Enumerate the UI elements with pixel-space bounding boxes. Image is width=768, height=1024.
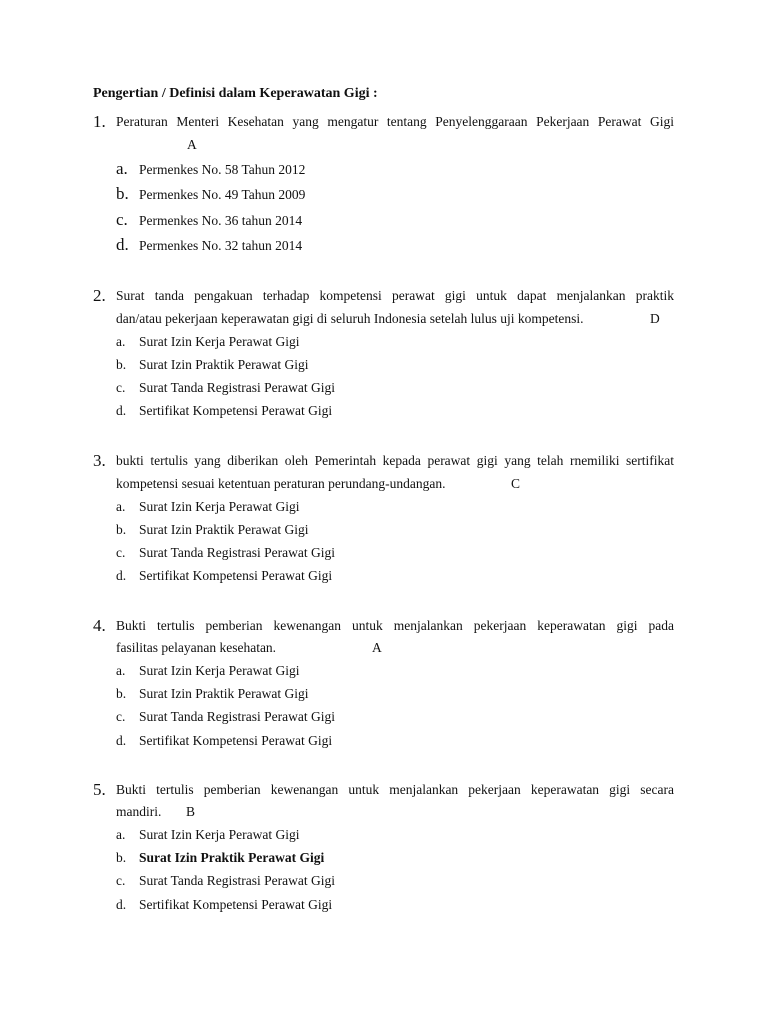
option-text: Permenkes No. 49 Tahun 2009 — [139, 187, 306, 202]
answer-key: A — [187, 137, 197, 152]
option-text: Permenkes No. 36 tahun 2014 — [139, 213, 303, 228]
option-text: Surat Tanda Registrasi Perawat Gigi — [139, 709, 336, 724]
option-letter: d. — [116, 897, 127, 912]
question-number: 4. — [93, 616, 106, 635]
question-text-line: kompetensi sesuai ketentuan peraturan perundang-undangan. — [116, 476, 446, 491]
question-text-line: Surat tanda pengakuan terhadap kompetensi perawat gigi untuk dapat menjalankan praktik — [116, 288, 674, 303]
option-text: Surat Tanda Registrasi Perawat Gigi — [139, 380, 336, 395]
option-letter: b. — [116, 850, 127, 865]
option-text: Surat Tanda Registrasi Perawat Gigi — [139, 545, 336, 560]
question-text-line: Peraturan Menteri Kesehatan yang mengatur tentang Penyelenggaraan Pekerjaan Perawat Gigi — [116, 114, 674, 129]
question-text-line: bukti tertulis yang diberikan oleh Pemerintah kepada perawat gigi yang telah rnemiliki sertifikat — [116, 453, 674, 468]
question-text-line: dan/atau pekerjaan keperawatan gigi di seluruh Indonesia setelah lulus uji kompetensi. — [116, 311, 584, 326]
answer-key: D — [650, 311, 660, 326]
document-title: Pengertian / Definisi dalam Keperawatan Gigi : — [93, 86, 378, 101]
option-text: Permenkes No. 32 tahun 2014 — [139, 238, 303, 253]
question-text-line: fasilitas pelayanan kesehatan. — [116, 640, 277, 655]
option-text: Surat Tanda Registrasi Perawat Gigi — [139, 873, 336, 888]
answer-key: C — [511, 476, 521, 491]
option-letter: c. — [116, 873, 126, 888]
option-letter: c. — [116, 210, 128, 229]
option-text: Sertifikat Kompetensi Perawat Gigi — [139, 403, 333, 418]
option-text: Surat Izin Kerja Perawat Gigi — [139, 499, 300, 514]
question-number: 3. — [93, 451, 106, 470]
option-letter: d. — [116, 403, 127, 418]
option-text: Surat Izin Kerja Perawat Gigi — [139, 334, 300, 349]
answer-key: A — [372, 640, 382, 655]
question-text-line: Bukti tertulis pemberian kewenangan untuk menjalankan pekerjaan keperawatan gigi secara — [116, 782, 674, 797]
option-letter: b. — [116, 184, 129, 203]
option-text: Sertifikat Kompetensi Perawat Gigi — [139, 733, 333, 748]
option-letter: b. — [116, 357, 127, 372]
option-letter: b. — [116, 522, 127, 537]
option-text: Surat Izin Praktik Perawat Gigi — [139, 357, 309, 372]
question-text-line: Bukti tertulis pemberian kewenangan untuk menjalankan pekerjaan keperawatan gigi pada — [116, 618, 674, 633]
answer-key: B — [186, 804, 196, 819]
option-letter: a. — [116, 663, 126, 678]
option-letter: c. — [116, 545, 126, 560]
option-letter: c. — [116, 709, 126, 724]
option-text: Surat Izin Praktik Perawat Gigi — [139, 686, 309, 701]
option-letter: d. — [116, 568, 127, 583]
question-number: 5. — [93, 780, 106, 799]
option-letter: d. — [116, 733, 127, 748]
option-letter: a. — [116, 827, 126, 842]
option-letter: a. — [116, 334, 126, 349]
option-text: Sertifikat Kompetensi Perawat Gigi — [139, 568, 333, 583]
option-letter: a. — [116, 159, 128, 178]
question-text-line: mandiri. — [116, 804, 162, 819]
option-letter: a. — [116, 499, 126, 514]
option-text: Surat Izin Kerja Perawat Gigi — [139, 827, 300, 842]
option-text: Surat Izin Praktik Perawat Gigi — [139, 850, 325, 865]
question-number: 1. — [93, 112, 106, 131]
option-letter: d. — [116, 235, 129, 254]
option-text: Surat Izin Praktik Perawat Gigi — [139, 522, 309, 537]
option-letter: c. — [116, 380, 126, 395]
option-text: Permenkes No. 58 Tahun 2012 — [139, 162, 306, 177]
option-letter: b. — [116, 686, 127, 701]
option-text: Sertifikat Kompetensi Perawat Gigi — [139, 897, 333, 912]
option-text: Surat Izin Kerja Perawat Gigi — [139, 663, 300, 678]
question-number: 2. — [93, 286, 106, 305]
